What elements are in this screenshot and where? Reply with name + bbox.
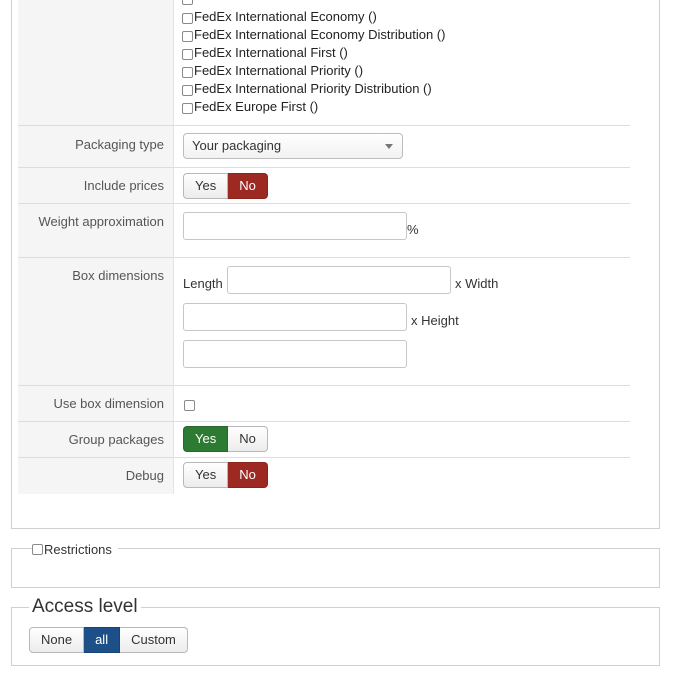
packaging-type-value-cell	[175, 126, 630, 167]
services-key-cell	[18, 0, 174, 125]
services-row	[18, 0, 630, 126]
box-height-input[interactable]	[183, 340, 407, 368]
services-list	[182, 8, 445, 116]
service-label: FedEx International First ()	[194, 45, 348, 60]
service-item[interactable]	[182, 80, 445, 98]
service-item[interactable]	[182, 26, 445, 44]
packaging-type-key-cell	[18, 126, 174, 167]
debug-label: Debug	[125, 468, 164, 483]
packaging-type-row	[18, 126, 630, 168]
use-box-dimension-checkbox[interactable]	[184, 400, 195, 411]
service-label: FedEx International Priority Distribution ()	[194, 81, 432, 96]
group-packages-yes-button[interactable]: Yes	[183, 426, 228, 452]
services-value-cell	[175, 0, 630, 125]
box-dimensions-row	[18, 258, 630, 386]
group-packages-row	[18, 422, 630, 458]
debug-value-cell	[175, 458, 630, 494]
group-packages-label: Group packages	[68, 432, 164, 447]
debug-row	[18, 458, 630, 494]
service-label: FedEx International Economy Distribution ()	[194, 27, 446, 42]
use-box-dimension-row	[18, 386, 630, 422]
options-table	[18, 0, 630, 494]
service-label: FedEx Europe First ()	[194, 99, 319, 114]
debug-yes-button[interactable]: Yes	[183, 462, 228, 488]
chevron-down-icon	[385, 144, 393, 149]
include-prices-row	[18, 168, 630, 204]
include-prices-toggle	[183, 173, 268, 199]
service-item[interactable]	[182, 8, 445, 26]
weight-approximation-input[interactable]	[183, 212, 407, 240]
service-checkbox[interactable]	[182, 85, 193, 96]
packaging-type-label: Packaging type	[75, 137, 164, 152]
service-item[interactable]	[182, 98, 445, 116]
weight-approximation-key-cell	[18, 204, 174, 257]
packaging-type-select[interactable]	[183, 133, 403, 159]
service-item[interactable]	[182, 44, 445, 62]
weight-approximation-unit: %	[407, 222, 419, 237]
include-prices-no-button[interactable]: No	[228, 173, 268, 199]
group-packages-key-cell	[18, 422, 174, 457]
service-label: FedEx International Priority ()	[194, 63, 364, 78]
service-label: FedEx International Economy ()	[194, 9, 377, 24]
service-checkbox-cut-off[interactable]	[182, 0, 193, 5]
service-checkbox[interactable]	[182, 31, 193, 42]
include-prices-key-cell	[18, 168, 174, 203]
access-none-button[interactable]: None	[29, 627, 84, 653]
use-box-dimension-label: Use box dimension	[53, 396, 164, 411]
service-checkbox[interactable]	[182, 67, 193, 78]
weight-approximation-value-cell	[175, 204, 630, 257]
service-checkbox[interactable]	[182, 49, 193, 60]
restrictions-checkbox[interactable]	[32, 544, 43, 555]
access-all-button[interactable]: all	[84, 627, 120, 653]
box-width-input[interactable]	[183, 303, 407, 331]
group-packages-toggle	[183, 426, 268, 452]
weight-approximation-label: Weight approximation	[38, 214, 164, 229]
access-level-toggle	[29, 627, 188, 653]
weight-approximation-row	[18, 204, 630, 258]
height-label: x Height	[411, 313, 459, 328]
use-box-dimension-key-cell	[18, 386, 174, 421]
box-dimensions-key-cell	[18, 258, 174, 385]
restrictions-legend[interactable]	[32, 542, 118, 558]
service-checkbox[interactable]	[182, 13, 193, 24]
include-prices-value-cell	[175, 168, 630, 203]
service-checkbox[interactable]	[182, 103, 193, 114]
debug-key-cell	[18, 458, 174, 494]
access-custom-button[interactable]: Custom	[120, 627, 188, 653]
include-prices-yes-button[interactable]: Yes	[183, 173, 228, 199]
include-prices-label: Include prices	[83, 178, 164, 193]
debug-no-button[interactable]: No	[228, 462, 268, 488]
packaging-type-selected-value: Your packaging	[192, 138, 282, 153]
service-item[interactable]	[182, 62, 445, 80]
width-label: x Width	[455, 276, 499, 291]
box-length-input[interactable]	[227, 266, 451, 294]
access-level-title: Access level	[29, 596, 141, 618]
group-packages-value-cell	[175, 422, 630, 457]
service-item-cut-off[interactable]	[182, 0, 193, 6]
length-label: Length	[183, 276, 223, 291]
debug-toggle	[183, 462, 268, 488]
group-packages-no-button[interactable]: No	[228, 426, 268, 452]
use-box-dimension-value-cell	[175, 386, 630, 421]
box-dimensions-label: Box dimensions	[72, 268, 164, 283]
box-dimensions-value-cell	[175, 258, 630, 385]
restrictions-label: Restrictions	[44, 542, 112, 557]
